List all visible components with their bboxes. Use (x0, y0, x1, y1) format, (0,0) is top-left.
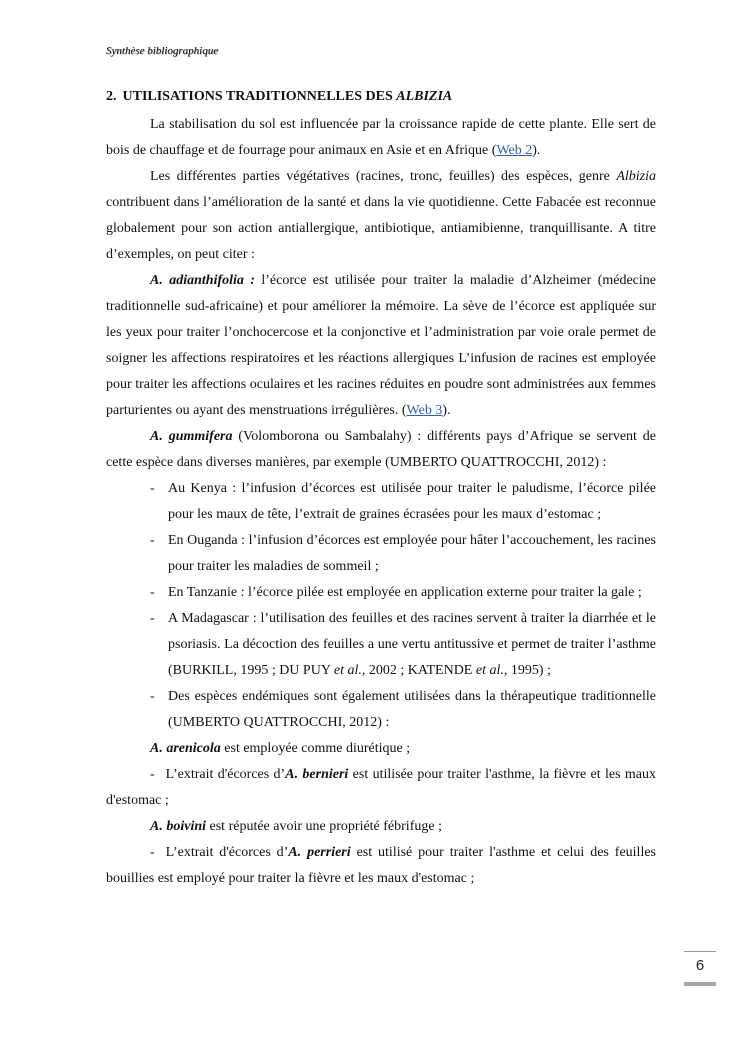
paragraph-text: l’écorce est utilisée pour traiter la maladie d’Alzheimer (médecine traditionnelle sud-africaine) et pour améliorer la mémoire. La sève de l’écorce est appliquée sur les yeux pour traiter l’onchocercose et la conjonctive et l’administration par voie orale permet de soigner les affections respiratoires et les réactions allergiques L’infusion de racines est employée pour traiter les affections oculaires et les racines réduites en poudre sont administrées aux femmes parturientes ou ayant des menstruations irrégulières. ( (106, 273, 656, 418)
list-item-text: 2002 ; KATENDE (365, 663, 476, 678)
paragraph-text: est utilisé pour traiter l'asthme et celui des feuilles bouillies est employé pour traiter la fièvre et les maux d'estomac ; (106, 845, 656, 886)
running-header: Synthèse bibliographique (106, 45, 219, 57)
paragraph-text: est réputée avoir une propriété fébrifuge ; (206, 819, 442, 834)
section-title-prefix: UTILISATIONS TRADITIONNELLES DES (122, 89, 393, 104)
paragraph-text: est employée comme diurétique ; (220, 741, 411, 756)
web2-link[interactable]: Web 2 (496, 143, 533, 158)
paragraph-bernieri (106, 762, 656, 814)
paragraph-adianthifolia (106, 268, 656, 424)
list-item (150, 606, 656, 684)
paragraph-end: ). (532, 143, 541, 158)
species-name: A. bernieri (285, 767, 349, 782)
paragraph-soil-stabilisation (106, 112, 656, 164)
web3-link[interactable]: Web 3 (406, 403, 443, 418)
dash-marker: - (150, 845, 155, 860)
paragraph-text: L’extrait d'écorces d’ (165, 845, 289, 860)
paragraph-perrieri (106, 840, 656, 892)
list-item: - Des espèces endémiques sont également utilisées dans la thérapeutique traditionnelle (UMBERTO QUATTROCCHI, 2012) : (150, 684, 656, 736)
paragraph-text: contribuent dans l’amélioration de la santé et dans la vie quotidienne. Cette Fabacée est reconnue globalement pour son action antiallergique, antibiotique, antiamibienne, tranquillisante. A titre d’exemples, on peut citer : (106, 195, 656, 262)
list-item: - En Tanzanie : l’écorce pilée est employée en application externe pour traiter la gale ; (150, 580, 656, 606)
genus-name: Albizia (616, 169, 656, 184)
species-name: A. arenicola (150, 741, 221, 756)
dash-marker: - (150, 767, 155, 782)
gummifera-uses-list (106, 476, 656, 736)
species-name: A. perrieri (288, 845, 351, 860)
species-name: A. gummifera (150, 429, 233, 444)
et-al: et al., (475, 663, 508, 678)
species-name: A. adianthifolia : (150, 273, 255, 288)
section-title-genus: ALBIZIA (396, 89, 453, 104)
paragraph-text: (Volomborona ou Sambalahy) : différents pays d’Afrique se servent de cette espèce dans diverses manières, par exemple (UMBERTO QUATTROCCHI, 2012) : (106, 429, 657, 470)
page-number: 6 (684, 951, 716, 986)
list-item-text: A Madagascar : l’utilisation des feuilles et des racines servent à traiter la diarrhée et le psoriasis. La décoction des feuilles a une vertu antitussive et permet de traiter l’asthme (BURKILL, 1995 ; DU PUY (168, 611, 656, 678)
paragraph-text: La stabilisation du sol est influencée par la croissance rapide de cette plante. Elle sert de bois de chauffage et de fourrage pour animaux en Asie et en Afrique ( (106, 117, 656, 158)
list-item: - Au Kenya : l’infusion d’écorces est utilisée pour traiter le paludisme, l’écorce pilée pour les maux de tête, l’extrait de graines écrasées pour les maux d’estomac ; (150, 476, 656, 528)
paragraph-text: est utilisée pour traiter l'asthme, la fièvre et les maux d'estomac ; (106, 767, 657, 808)
et-al: et al., (333, 663, 366, 678)
page-body (106, 86, 656, 892)
list-item-text: 1995) ; (507, 663, 551, 678)
paragraph-text: L’extrait d'écorces d’ (165, 767, 286, 782)
species-name: A. boivini (150, 819, 207, 834)
paragraph-boivini (106, 814, 656, 840)
paragraph-text: Les différentes parties végétatives (racines, tronc, feuilles) des espèces, genre (150, 169, 617, 184)
section-heading (106, 86, 656, 108)
list-item: - En Ouganda : l’infusion d’écorces est employée pour hâter l’accouchement, les racines pour traiter les maladies de sommeil ; (150, 528, 656, 580)
paragraph-arenicola (106, 736, 656, 762)
paragraph-vegetative-parts (106, 164, 656, 268)
paragraph-gummifera (106, 424, 656, 476)
paragraph-end: ). (442, 403, 451, 418)
section-number: 2. (106, 89, 117, 104)
